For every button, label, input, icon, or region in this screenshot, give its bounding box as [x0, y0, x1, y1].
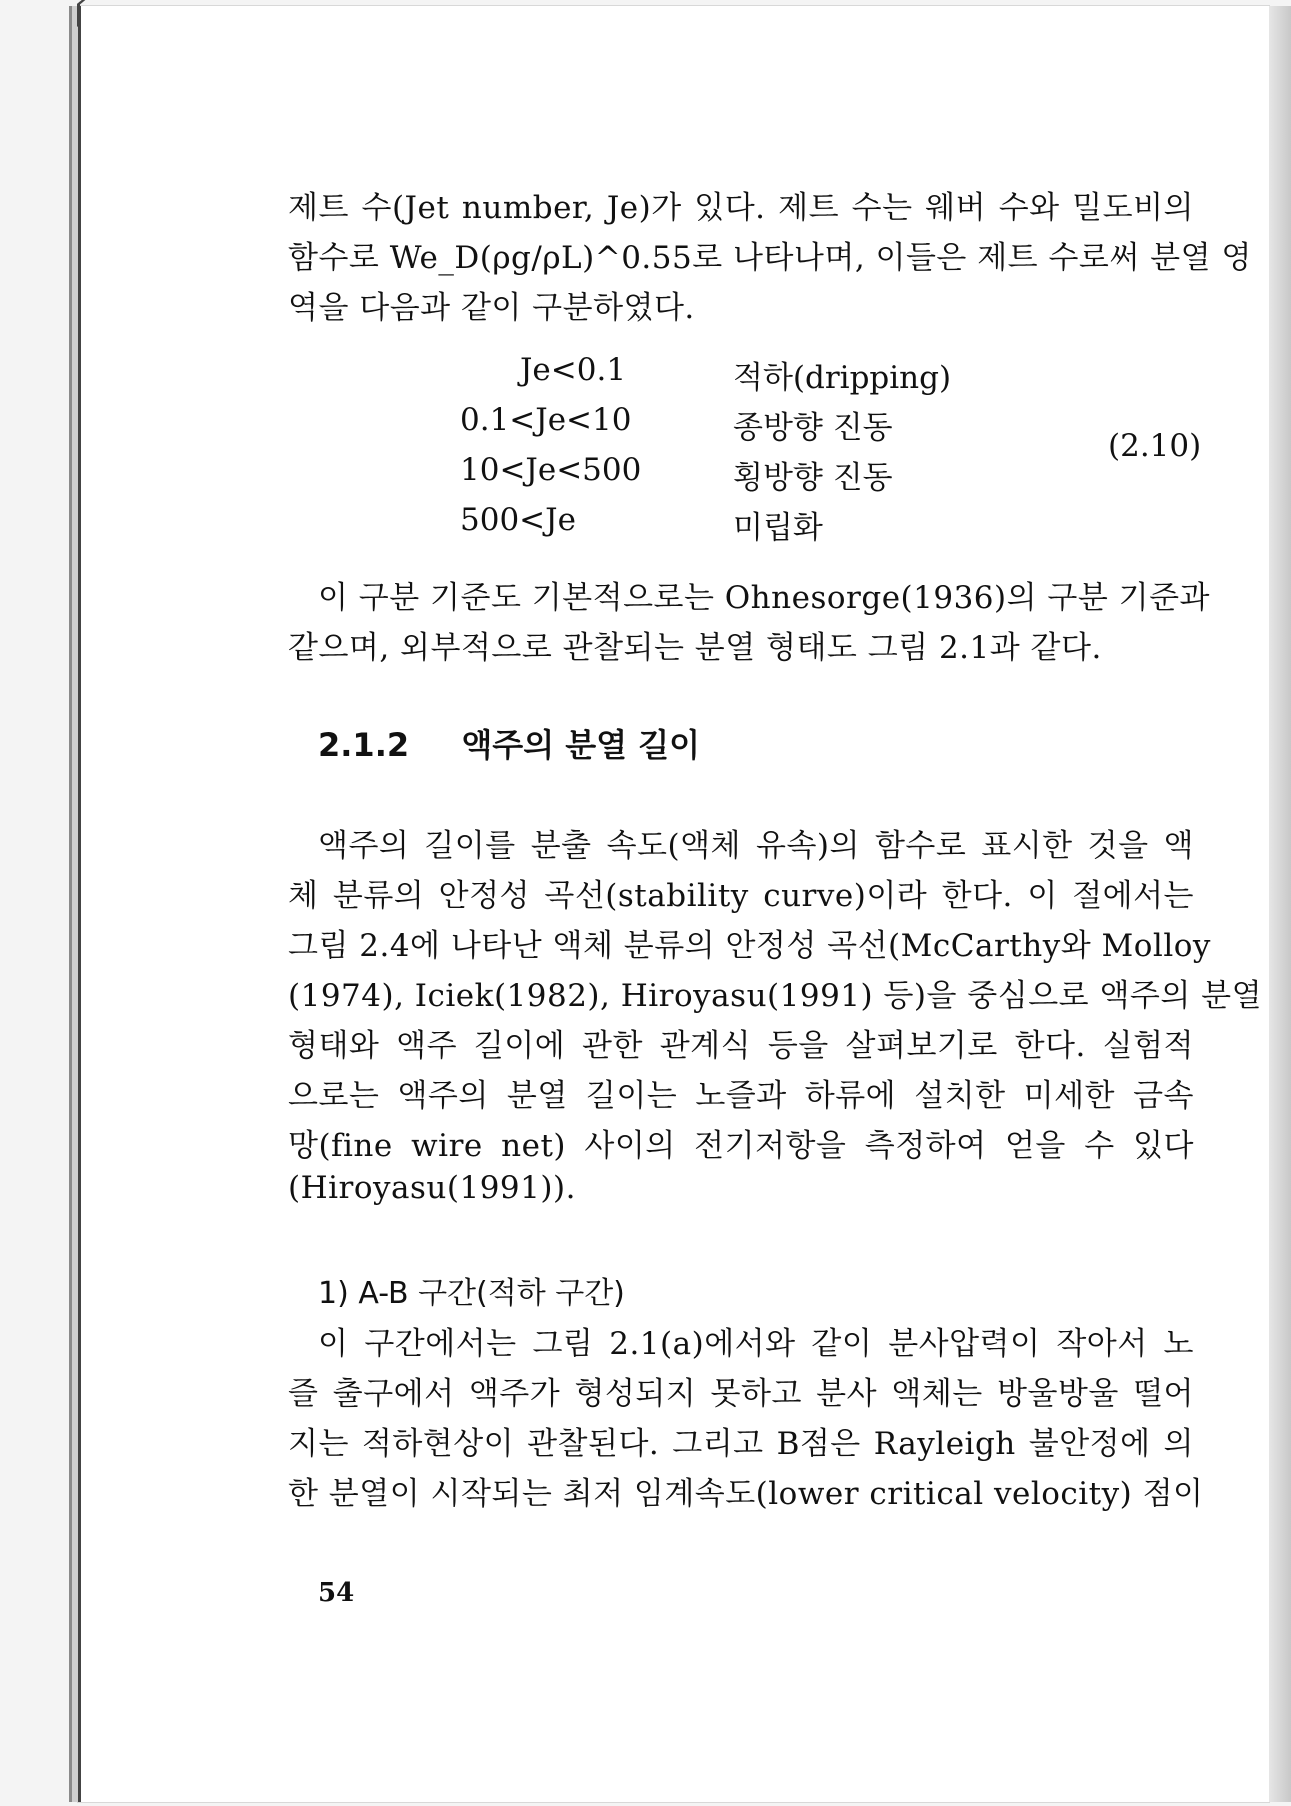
equation-condition: 500<Je: [460, 502, 576, 538]
subsection-heading: 1) A-B 구간(적하 구간): [318, 1276, 625, 1311]
para2-line-2: 같으며, 외부적으로 관찰되는 분열 형태도 그림 2.1과 같다.: [288, 630, 1102, 666]
para4-line-3: 지는 적하현상이 관찰된다. 그리고 B점은 Rayleigh 불안정에 의: [288, 1426, 1194, 1462]
para1-line-3: 역을 다음과 같이 구분하였다.: [288, 290, 695, 326]
para1-line-2: 함수로 We_D(ρg/ρL)^0.55로 나타나며, 이들은 제트 수로써 분열 영: [288, 240, 1252, 276]
para3-line-1: 액주의 길이를 분출 속도(액체 유속)의 함수로 표시한 것을 액: [318, 828, 1194, 864]
para3-line-2: 체 분류의 안정성 곡선(stability curve)이라 한다. 이 절에서는: [288, 878, 1194, 914]
equation-regime: 종방향 진동: [733, 410, 893, 446]
section-title: 액주의 분열 길이: [461, 726, 701, 764]
equation-condition: Je<0.1: [520, 352, 627, 388]
para3-line-5: 형태와 액주 길이에 관한 관계식 등을 살펴보기로 한다. 실험적: [288, 1028, 1194, 1064]
equation-regime: 횡방향 진동: [733, 460, 893, 496]
para3-line-7: 망(fine wire net) 사이의 전기저항을 측정하여 얻을 수 있다: [288, 1128, 1194, 1164]
section-number: 2.1.2: [318, 726, 410, 764]
para3-line-8: (Hiroyasu(1991)).: [288, 1170, 576, 1206]
para3-line-3: 그림 2.4에 나타난 액체 분류의 안정성 곡선(McCarthy와 Molloy: [288, 928, 1211, 964]
equation-number: (2.10): [1108, 428, 1202, 464]
para4-line-1: 이 구간에서는 그림 2.1(a)에서와 같이 분사압력이 작아서 노: [318, 1326, 1194, 1362]
equation-condition: 0.1<Je<10: [460, 402, 632, 438]
equation-condition: 10<Je<500: [460, 452, 642, 488]
para3-line-6: 으로는 액주의 분열 길이는 노즐과 하류에 설치한 미세한 금속: [288, 1078, 1194, 1114]
para3-line-4: (1974), Iciek(1982), Hiroyasu(1991) 등)을 중심으로 액주의 분열: [288, 978, 1263, 1014]
section-heading: [318, 720, 700, 766]
equation-regime: 미립화: [733, 510, 823, 546]
para4-line-4: 한 분열이 시작되는 최저 임계속도(lower critical velocity) 점이: [288, 1476, 1204, 1512]
para4-line-2: 즐 출구에서 액주가 형성되지 못하고 분사 액체는 방울방울 떨어: [288, 1376, 1194, 1412]
equation-regime: 적하(dripping): [733, 360, 952, 396]
page-number: 54: [318, 1578, 355, 1608]
para2-line-1: 이 구분 기준도 기본적으로는 Ohnesorge(1936)의 구분 기준과: [318, 580, 1211, 616]
para1-line-1: 제트 수(Jet number, Je)가 있다. 제트 수는 웨버 수와 밀도비의: [288, 190, 1194, 226]
